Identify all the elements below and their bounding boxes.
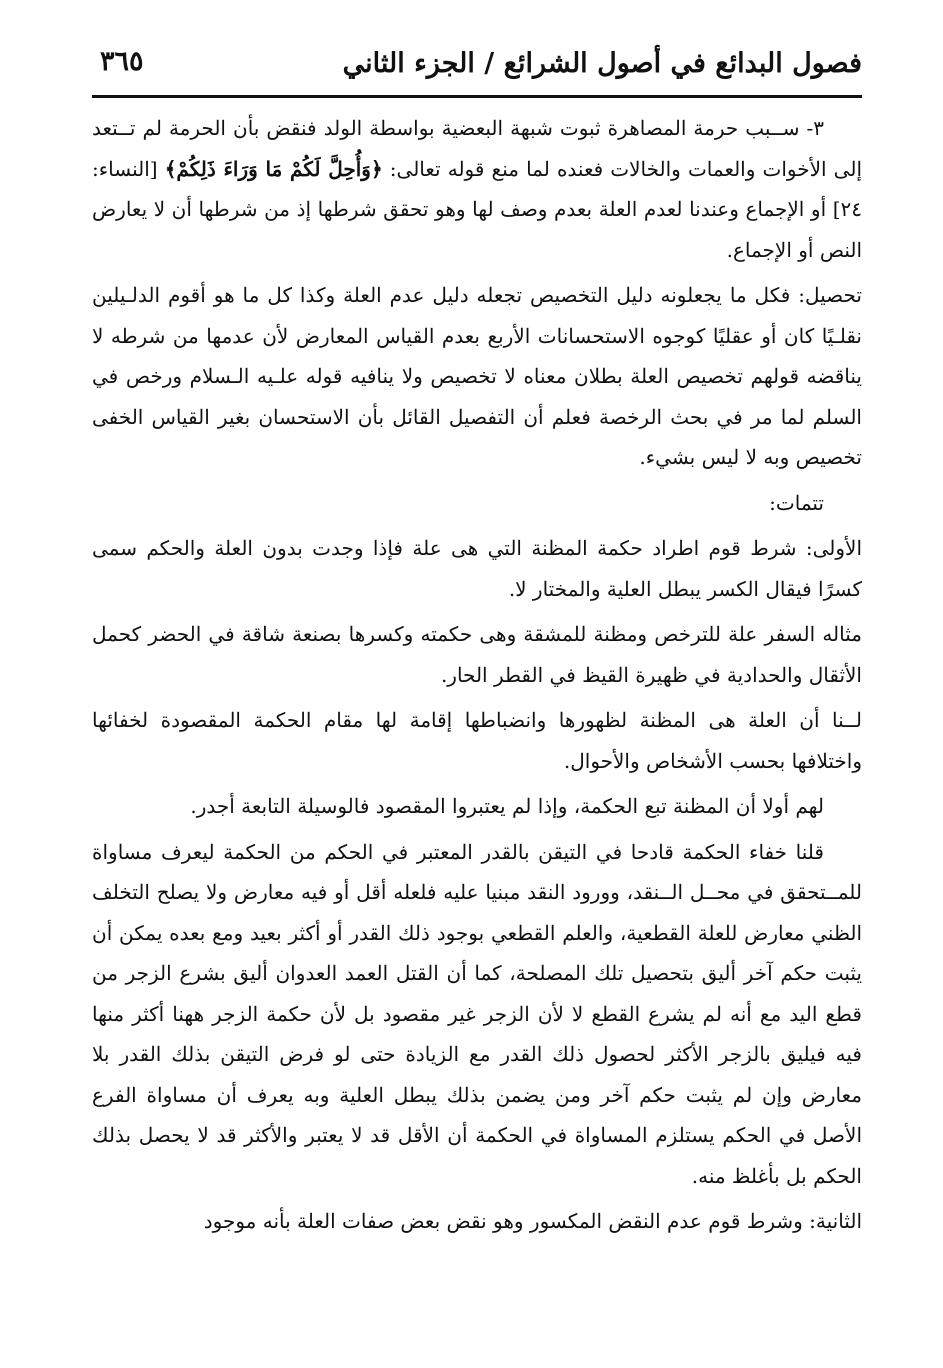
header-divider [92,95,862,98]
paragraph-second: الثانية: وشرط قوم عدم النقض المكسور وهو نقض بعض صفات العلة بأنه موجود [203,1209,862,1233]
quran-verse: ﴿وَأُحِلَّ لَكُمْ مَا وَرَاءَ ذَلِكُمْ﴾ [164,156,383,181]
paragraph-text: [النساء: ٢٤] أو الإجماع وعندنا لعدم العلة بعدم وصف لها وهو تحقق شرطها إذ من شرطها أن لا يعارض النص أو الإجماع. [92,156,862,262]
paragraph-first: الأولى: شرط قوم اطراد حكمة المظنة التي هى علة فإذا وجدت بدون العلة والحكم سمى كسرًا فيقال الكسر يبطل العلية والمختار لا. [92,536,862,601]
paragraph-qulna: قلنا خفاء الحكمة قادحا في التيقن بالقدر المعتبر في الحكم من الحكمة ليعرف مساواة للمــتحقق في محــل الــنقد، وورود النقد مبنيا عليه فلعله أقل أو فيه معارض ولا يصلح التخلف الظني معارض للعلة القطعية، والعلم القطعي بوجود ذلك القدر أو أكثر بعيد ومع بعده يمكن أن يثبت حكم آخر أليق بتحصيل تلك المصلحة، كما أن القتل العمد العدوان أليق بشرع الزجر من قطع اليد مع أنه لم يشرع القطع لا لأن الزجر غير مقصود بل لأن حكمة الزجر ههنا أكثر منها فيه فيليق بالزجر الأكثر لحصول ذلك القدر مع الزيادة حتى لو فرض التيقن بذلك القدر بلا معارض وإن لم يثبت حكم آخر ومن يضمن بذلك يبطل العلية وبه يعرف أن مساواة الفرع الأصل في الحكم يستلزم المساواة في الحكمة أن الأقل قد لا يعتبر والأكثر قد لا يحصل بذلك الحكم بل بأغلظ منه. [92,839,862,1188]
paragraph-example: مثاله السفر علة للترخص ومظنة للمشقة وهى حكمته وكسرها بصنعة شاقة في الحضر كحمل الأثقال والحدادية في ظهيرة القيظ في القطر الحار. [92,622,862,687]
paragraph-text: ٣- ســبب حرمة المصاهرة ثبوت شبهة البعضية بواسطة الولد فنقض بأن الحرمة لم تــتعد إلى الأخوات والعمات والخالات فعنده لما منع قوله تعالى: [92,116,863,181]
section-heading-tatimmat: تتمات: [769,490,824,515]
paragraph-lahum: لهم أولا أن المظنة تبع الحكمة، وإذا لم يعتبروا المقصود فالوسيلة التابعة أجدر. [190,794,824,818]
page-header [92,42,862,94]
page-number: ٣٦٥ [100,46,144,77]
paragraph-proof-3 [92,108,862,270]
paragraph-tahsil: تحصيل: فكل ما يجعلونه دليل التخصيص تجعله دليل عدم العلة وكذا كل ما هو أقوم الدلـيلين نقلـيًا كان أو عقليًا كوجوه الاستحسانات الأربع بعدم القياس المعارض لأن عدمها من شرطه لا يناقضه قولهم تخصيص العلة بطلان معناه لا تخصيص ولا ينافيه قوله علـيه الـسلام ورخص في السلم لما مر في بحث الرخصة فعلم أن التفصيل القائل بأن الاستحسان بغير القياس الخفى تخصيص وبه لا ليس بشيء. [92,283,862,469]
paragraph-lana: لــنا أن العلة هى المظنة لظهورها وانضباطها إقامة لها مقام الحكمة المقصودة لخفائها واختلافها بحسب الأشخاص والأحوال. [92,708,862,773]
page-body [92,108,862,1247]
book-title: فصول البدائع في أصول الشرائع / الجزء الثاني [342,48,862,79]
